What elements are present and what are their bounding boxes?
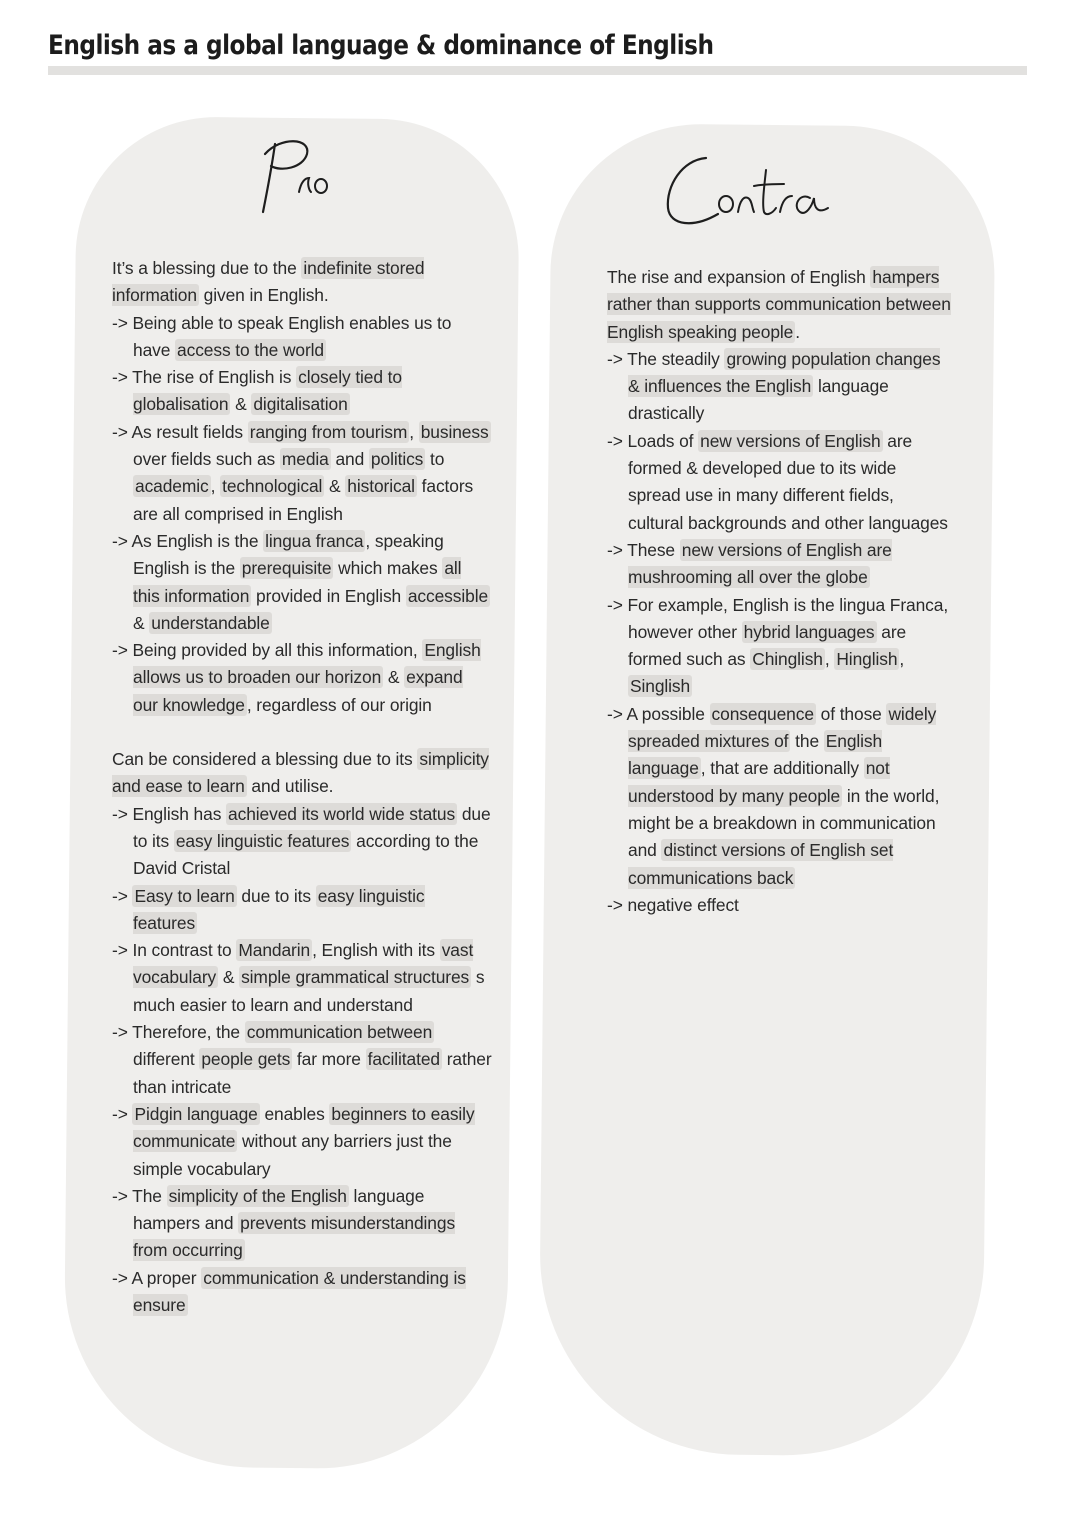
bullet-marker: -> xyxy=(112,1185,133,1206)
highlighted-phrase: all this information xyxy=(133,558,462,606)
highlighted-phrase: simplicity of the English xyxy=(168,1185,347,1206)
bullet-marker: -> xyxy=(112,940,133,961)
highlighted-phrase: Hinglish xyxy=(836,649,898,670)
pro-bullet: -> Easy to learn due to its easy linguistic features xyxy=(112,885,425,933)
bullet-marker: -> xyxy=(112,640,133,661)
highlighted-phrase: business xyxy=(420,421,489,442)
highlighted-phrase: Mandarin xyxy=(238,940,311,961)
highlighted-phrase: simplicity and ease to learn xyxy=(112,749,489,797)
highlighted-phrase: English language xyxy=(628,731,883,779)
bullet-marker: -> xyxy=(112,421,132,442)
highlighted-phrase: easy linguistic features xyxy=(175,830,350,851)
contra-block-1 xyxy=(607,264,952,919)
contra-handwriting xyxy=(660,148,840,238)
highlighted-phrase: digitalisation xyxy=(253,394,348,415)
highlighted-phrase: accessible xyxy=(407,585,489,606)
bullet-marker: -> xyxy=(607,703,627,724)
highlighted-phrase: achieved its world wide status xyxy=(228,803,456,824)
pro-bullet: -> Being able to speak English enables us to have access to the world xyxy=(112,312,452,360)
pro-heading xyxy=(255,132,345,222)
pro-bullet: -> Pidgin language enables beginners to easily communicate without any barriers just the simple vocabulary xyxy=(112,1103,475,1179)
bullet-marker: -> xyxy=(607,348,628,369)
pro-bullet: -> The simplicity of the English language hampers and prevents misunderstandings from occurring xyxy=(112,1185,456,1261)
title-underline xyxy=(48,66,1027,75)
pro-column xyxy=(112,255,492,1319)
highlighted-phrase: new versions of English xyxy=(700,430,881,451)
contra-block-1-lead: The rise and expansion of English hampers rather than supports communication between English speaking people . xyxy=(607,267,951,342)
contra-heading xyxy=(660,148,840,238)
bullet-marker: -> xyxy=(112,1022,133,1043)
bullet-marker: -> xyxy=(112,367,133,388)
highlighted-phrase: indefinite stored information xyxy=(112,258,425,306)
highlighted-phrase: prerequisite xyxy=(241,558,332,579)
pro-bullet: -> Being provided by all this information, English allows us to broaden our horizon & expand our knowledge , regardless of our origin xyxy=(112,640,481,715)
highlighted-phrase: facilitated xyxy=(367,1049,440,1070)
page-title: English as a global language & dominance of English xyxy=(48,30,714,61)
highlighted-phrase: simple grammatical structures xyxy=(241,967,470,988)
highlighted-phrase: new versions of English are mushrooming all over the globe xyxy=(628,539,892,588)
highlighted-phrase: easy linguistic features xyxy=(133,885,425,933)
pro-block-1 xyxy=(112,255,492,719)
bullet-marker: -> xyxy=(112,312,133,333)
highlighted-phrase: understandable xyxy=(151,612,270,633)
pro-bullet: -> English has achieved its world wide status due to its easy linguistic features according to the David Cristal xyxy=(112,803,491,879)
bullet-marker: -> xyxy=(112,803,133,824)
highlighted-phrase: ranging from tourism xyxy=(249,421,408,442)
contra-bullet: -> negative effect xyxy=(607,894,739,915)
highlighted-phrase: Pidgin language xyxy=(134,1103,258,1124)
highlighted-phrase: not understood by many people xyxy=(628,758,890,806)
pro-bullet: -> As result fields ranging from tourism , business over fields such as media and politics to academic , technological & historical factors are all comprised in English xyxy=(112,421,489,524)
highlighted-phrase: vast vocabulary xyxy=(133,940,474,988)
pro-bullet: -> Therefore, the communication between different people gets far more facilitated rather than intricate xyxy=(112,1022,492,1097)
highlighted-phrase: lingua franca xyxy=(265,530,364,551)
highlighted-phrase: hampers rather than supports communication between English speaking people xyxy=(607,267,951,342)
highlighted-phrase: academic xyxy=(135,476,209,497)
highlighted-phrase: media xyxy=(281,449,329,470)
highlighted-phrase: prevents misunderstandings from occurring xyxy=(133,1213,456,1261)
highlighted-phrase: English allows us to broaden our horizon xyxy=(133,640,481,688)
bullet-marker: -> xyxy=(607,430,628,451)
contra-bullet: -> A possible consequence of those widely spreaded mixtures of the English language , that are additionally not understood by many people in the world, might be a breakdown in communication and distinct versions of English set communications back xyxy=(607,703,940,888)
highlighted-phrase: Chinglish xyxy=(752,649,823,670)
pro-block-2-lead: Can be considered a blessing due to its simplicity and ease to learn and utilise. xyxy=(112,749,489,797)
bullet-marker: -> xyxy=(112,1103,133,1124)
bullet-marker: -> xyxy=(607,894,628,915)
highlighted-phrase: growing population changes & influences the English xyxy=(628,348,941,397)
bullet-marker: -> xyxy=(112,1267,132,1288)
contra-bullet: -> Loads of new versions of English are formed & developed due to its wide spread use in many different fields, cultural backgrounds and other languages xyxy=(607,430,948,533)
pro-bullet: -> As English is the lingua franca , speaking English is the prerequisite which makes all this information provided in English accessible & understandable xyxy=(112,530,489,633)
contra-bullet: -> These new versions of English are mushrooming all over the globe xyxy=(607,539,892,588)
pro-block-1-lead: It’s a blessing due to the indefinite stored information given in English. xyxy=(112,258,425,306)
contra-column xyxy=(607,264,952,919)
highlighted-phrase: expand our knowledge xyxy=(133,667,463,715)
highlighted-phrase: people gets xyxy=(201,1049,291,1070)
pro-bullet: -> A proper communication & understanding is ensure xyxy=(112,1267,466,1315)
highlighted-phrase: distinct versions of English set communications back xyxy=(628,840,894,888)
highlighted-phrase: widely spreaded mixtures of xyxy=(628,703,937,752)
highlighted-phrase: beginners to easily communicate xyxy=(133,1103,475,1152)
contra-bullet: -> The steadily growing population changes & influences the English language drastically xyxy=(607,348,941,424)
highlighted-phrase: access to the world xyxy=(177,339,325,360)
pro-handwriting xyxy=(255,132,345,222)
highlighted-phrase: Easy to learn xyxy=(134,885,235,906)
highlighted-phrase: politics xyxy=(370,449,424,470)
bullet-marker: -> xyxy=(607,539,628,560)
contra-bullet: -> For example, English is the lingua Franca, however other hybrid languages are formed such as Chinglish , Hinglish , Singlish xyxy=(607,594,949,697)
block-gap xyxy=(112,719,492,746)
highlighted-phrase: communication & understanding is ensure xyxy=(133,1267,466,1315)
highlighted-phrase: consequence xyxy=(711,703,814,724)
bullet-marker: -> xyxy=(112,530,132,551)
highlighted-phrase: historical xyxy=(347,476,415,497)
highlighted-phrase: hybrid languages xyxy=(743,621,875,642)
highlighted-phrase: Singlish xyxy=(630,676,691,697)
pro-bullet: -> The rise of English is closely tied to globalisation & digitalisation xyxy=(112,367,402,415)
highlighted-phrase: technological xyxy=(222,476,323,497)
pro-block-2 xyxy=(112,746,492,1319)
highlighted-phrase: closely tied to globalisation xyxy=(133,367,402,415)
pro-bullet: -> In contrast to Mandarin , English with its vast vocabulary & simple grammatical structures s much easier to learn and understand xyxy=(112,940,485,1015)
bullet-marker: -> xyxy=(607,594,628,615)
highlighted-phrase: communication between xyxy=(246,1022,433,1043)
bullet-marker: -> xyxy=(112,885,133,906)
